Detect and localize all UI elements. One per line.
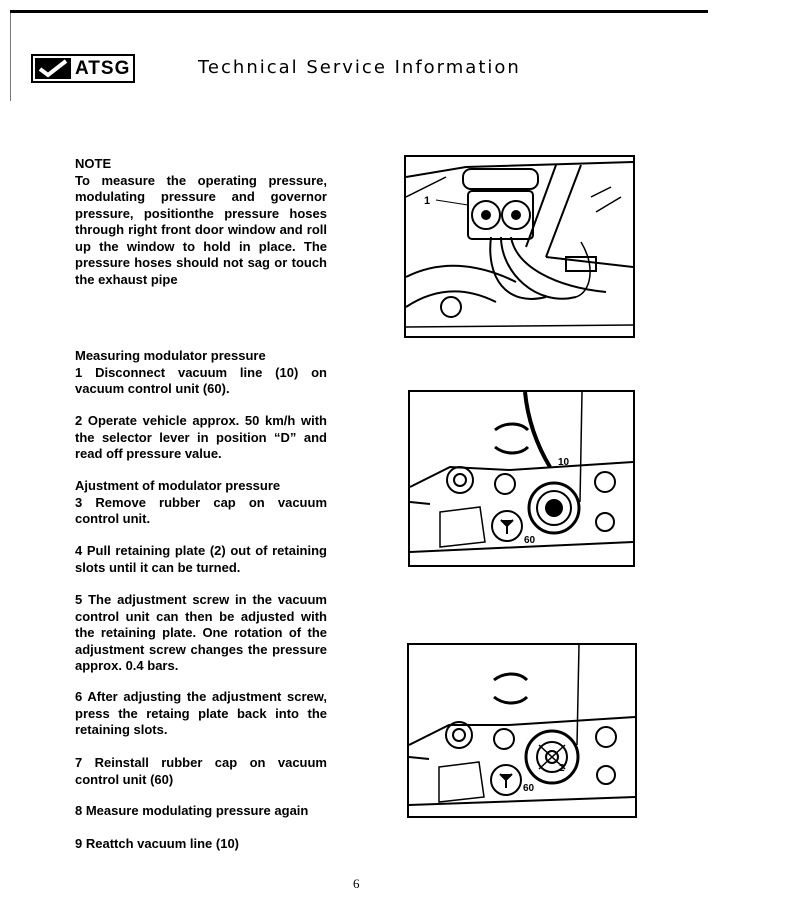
callout-2: 2 — [559, 763, 565, 774]
callout-1: 1 — [424, 195, 431, 207]
step-6-block — [75, 689, 327, 739]
step-7-block — [75, 755, 327, 788]
callout-10: 10 — [558, 457, 570, 468]
header-side-rule — [10, 13, 11, 101]
note-body: To measure the operating pressure, modulating pressure and governor pressure, positionthe pressure hoses through right front door window and roll up the window to hold in place. The pressure hoses should not sag or touch the exhaust pipe — [75, 172, 327, 287]
step-5-block — [75, 592, 327, 675]
figure-gauges-in-cab — [404, 155, 635, 338]
header-rule — [10, 10, 708, 13]
note-heading: NOTE — [75, 156, 112, 171]
step-4-block — [75, 543, 327, 576]
figure-retaining-plate — [407, 643, 637, 818]
step-2-block — [75, 413, 327, 463]
measuring-block — [75, 348, 327, 398]
logo-text: ATSG — [75, 57, 131, 79]
step-9-block — [75, 836, 327, 853]
adjust-heading: Ajustment of modulator pressure — [75, 478, 281, 493]
atsg-logo — [31, 54, 135, 83]
page-title: Technical Service Information — [198, 57, 521, 78]
adjust-block — [75, 478, 327, 528]
step-3: 3 Remove rubber cap on vacuum control unit. — [75, 494, 327, 526]
callout-60: 60 — [524, 535, 536, 546]
step-6: 6 After adjusting the adjustment screw, press the retaing plate back into the retaining slots. — [75, 689, 327, 737]
page-number: 6 — [353, 876, 360, 891]
step-1: 1 Disconnect vacuum line (10) on vacuum control unit (60). — [75, 364, 327, 396]
check-mark-icon — [35, 58, 71, 79]
step-5: 5 The adjustment screw in the vacuum control unit can then be adjusted with the retaining plate. One rotation of the adjustment screw changes the pressure approx. 0.4 bars. — [75, 592, 327, 673]
step-7: 7 Reinstall rubber cap on vacuum control unit (60) — [75, 755, 327, 787]
step-2: 2 Operate vehicle approx. 50 km/h with the selector lever in position “D” and read off pressure value. — [75, 413, 327, 461]
step-8-block — [75, 803, 327, 820]
note-block — [75, 156, 327, 288]
step-9: 9 Reattch vacuum line (10) — [75, 836, 239, 851]
callout-60b: 60 — [523, 783, 535, 794]
step-8: 8 Measure modulating pressure again — [75, 803, 309, 818]
measuring-heading: Measuring modulator pressure — [75, 348, 266, 363]
step-4: 4 Pull retaining plate (2) out of retaining slots until it can be turned. — [75, 543, 327, 575]
figure-vacuum-line — [408, 390, 635, 567]
